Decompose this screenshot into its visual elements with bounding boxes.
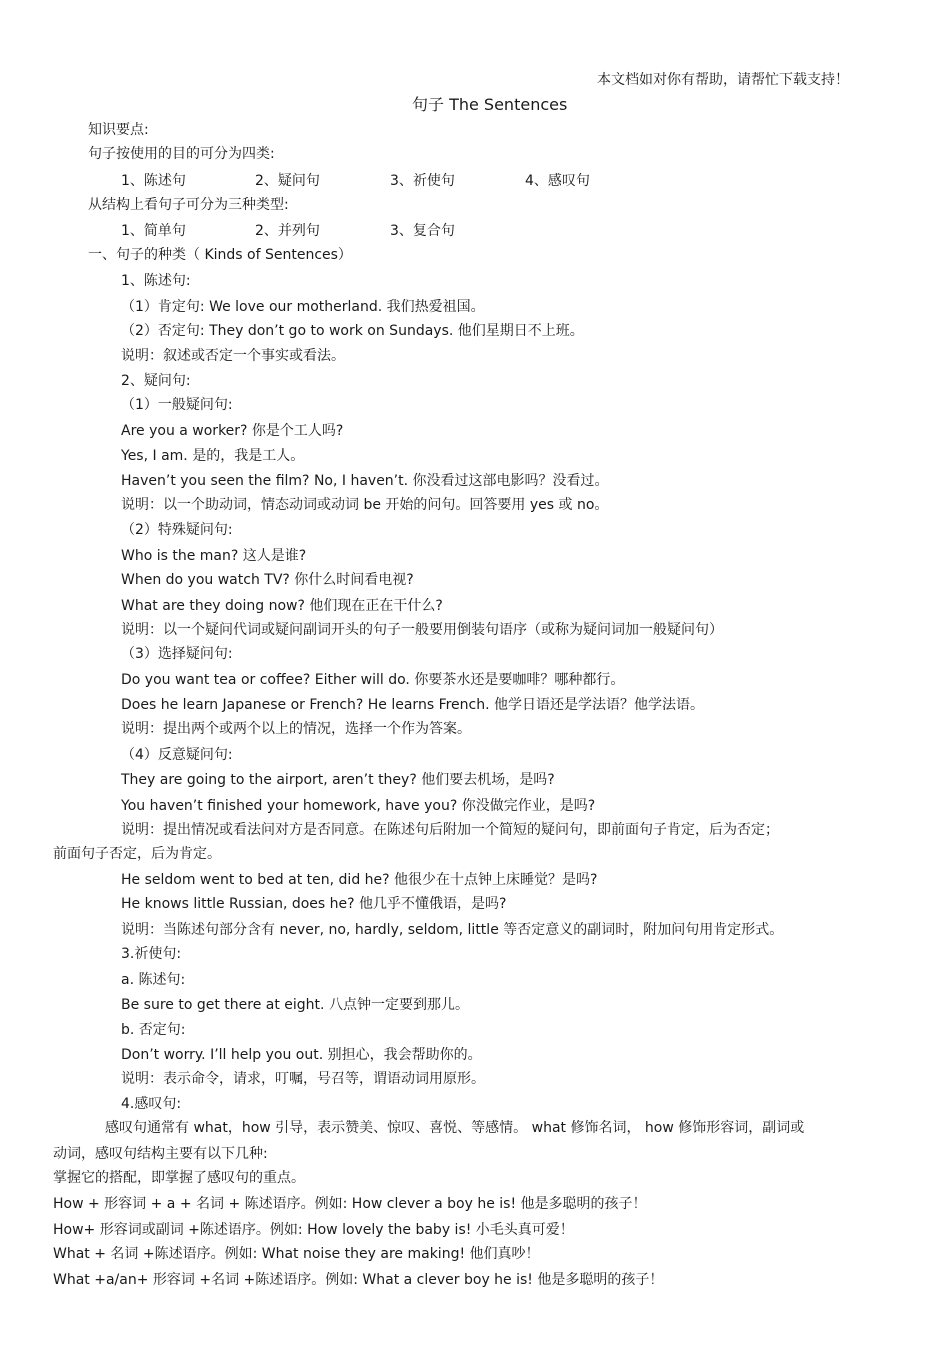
line-l28: Does he learn Japanese or French? He learns French. 他学日语还是学法语？他学法语。 (121, 697, 705, 713)
line-l49: How+ 形容词或副词 +陈述语序。例如: How lovely the baby is! 小毛头真可爱！ (53, 1222, 574, 1238)
line-l45: 感叹句通常有 what，how 引导，表示赞美、惊叹、喜悦、等感情。 what 修饰名词， how 修饰形容词，副词或 (105, 1120, 805, 1136)
line-four-types: 句子按使用的目的可分为四类: (88, 146, 275, 162)
item-imperative: 3、祈使句 (390, 173, 455, 189)
line-l21: （2）特殊疑问句: (121, 522, 233, 538)
line-l24: What are they doing now? 他们现在正在干什么? (121, 598, 443, 614)
line-l25: 说明：以一个疑问代词或疑问副词开头的句子一般要用倒装句语序（或称为疑问词加一般疑问句） (121, 622, 723, 638)
line-knowledge-points: 知识要点: (88, 122, 149, 138)
line-l46: 动词，感叹句结构主要有以下几种: (53, 1146, 268, 1162)
line-l20: 说明：以一个助动词，情态动词或动词 be 开始的问句。回答要用 yes 或 no。 (121, 497, 609, 513)
line-l17: Are you a worker? 你是个工人吗? (121, 423, 344, 439)
line-l15: 2、疑问句: (121, 373, 191, 389)
line-l26: （3）选择疑问句: (121, 646, 233, 662)
line-l33: 说明：提出情况或看法问对方是否同意。在陈述句后附加一个简短的疑问句，即前面句子肯定，后为否定； (121, 822, 779, 838)
line-l41: b. 否定句: (121, 1022, 186, 1038)
line-l34: 前面句子否定，后为肯定。 (53, 846, 221, 862)
line-l12: （1）肯定句: We love our motherland. 我们热爱祖国。 (121, 299, 485, 315)
item-simple: 1、简单句 (121, 223, 186, 239)
line-l40: Be sure to get there at eight. 八点钟一定要到那儿。 (121, 997, 469, 1013)
line-l22: Who is the man? 这人是谁? (121, 548, 307, 564)
item-declarative: 1、陈述句 (121, 173, 186, 189)
line-l50: What + 名词 +陈述语序。例如: What noise they are making! 他们真吵！ (53, 1246, 540, 1262)
line-l31: They are going to the airport, aren’t they? 他们要去机场，是吗? (121, 772, 555, 788)
line-l32: You haven’t finished your homework, have you? 你没做完作业，是吗? (121, 798, 596, 814)
line-l35: He seldom went to bed at ten, did he? 他很少在十点钟上床睡觉？是吗? (121, 872, 598, 888)
line-l16: （1）一般疑问句: (121, 397, 233, 413)
line-l44: 4.感叹句: (121, 1096, 182, 1112)
line-l42: Don’t worry. I’ll help you out. 别担心，我会帮助你的。 (121, 1047, 482, 1063)
item-complex: 3、复合句 (390, 223, 455, 239)
line-l43: 说明：表示命令，请求，叮嘱，号召等，谓语动词用原形。 (121, 1071, 485, 1087)
item-compound: 2、并列句 (255, 223, 320, 239)
line-l11: 1、陈述句: (121, 273, 191, 289)
line-l23: When do you watch TV? 你什么时间看电视? (121, 572, 414, 588)
item-exclamatory: 4、感叹句 (525, 173, 590, 189)
line-l27: Do you want tea or coffee? Either will do. 你要茶水还是要咖啡？哪种都行。 (121, 672, 625, 688)
line-l19: Haven’t you seen the film? No, I haven’t. 你没看过这部电影吗？没看过。 (121, 473, 609, 489)
line-l47: 掌握它的搭配，即掌握了感叹句的重点。 (53, 1170, 305, 1186)
line-l39: a. 陈述句: (121, 972, 186, 988)
line-l36: He knows little Russian, does he? 他几乎不懂俄语，是吗? (121, 896, 507, 912)
line-l48: How + 形容词 + a + 名词 + 陈述语序。例如: How clever a boy he is! 他是多聪明的孩子！ (53, 1196, 647, 1212)
line-structure-types: 从结构上看句子可分为三种类型: (88, 197, 289, 213)
line-l18: Yes, I am. 是的，我是工人。 (121, 448, 305, 464)
header-note: 本文档如对你有帮助，请帮忙下载支持！ (597, 72, 849, 88)
line-l51: What +a/an+ 形容词 +名词 +陈述语序。例如: What a clever boy he is! 他是多聪明的孩子！ (53, 1272, 664, 1288)
line-l30: （4）反意疑问句: (121, 747, 233, 763)
line-l14: 说明：叙述或否定一个事实或看法。 (121, 348, 345, 364)
section-heading-kinds: 一、句子的种类（ Kinds of Sentences） (88, 247, 352, 263)
page-title: 句子 The Sentences (412, 95, 568, 114)
line-l29: 说明：提出两个或两个以上的情况，选择一个作为答案。 (121, 721, 471, 737)
line-l13: （2）否定句: They don’t go to work on Sundays. 他们星期日不上班。 (121, 323, 584, 339)
line-l37: 说明：当陈述句部分含有 never, no, hardly, seldom, little 等否定意义的副词时，附加问句用肯定形式。 (121, 922, 784, 938)
line-l38: 3.祈使句: (121, 946, 182, 962)
item-interrogative: 2、疑问句 (255, 173, 320, 189)
